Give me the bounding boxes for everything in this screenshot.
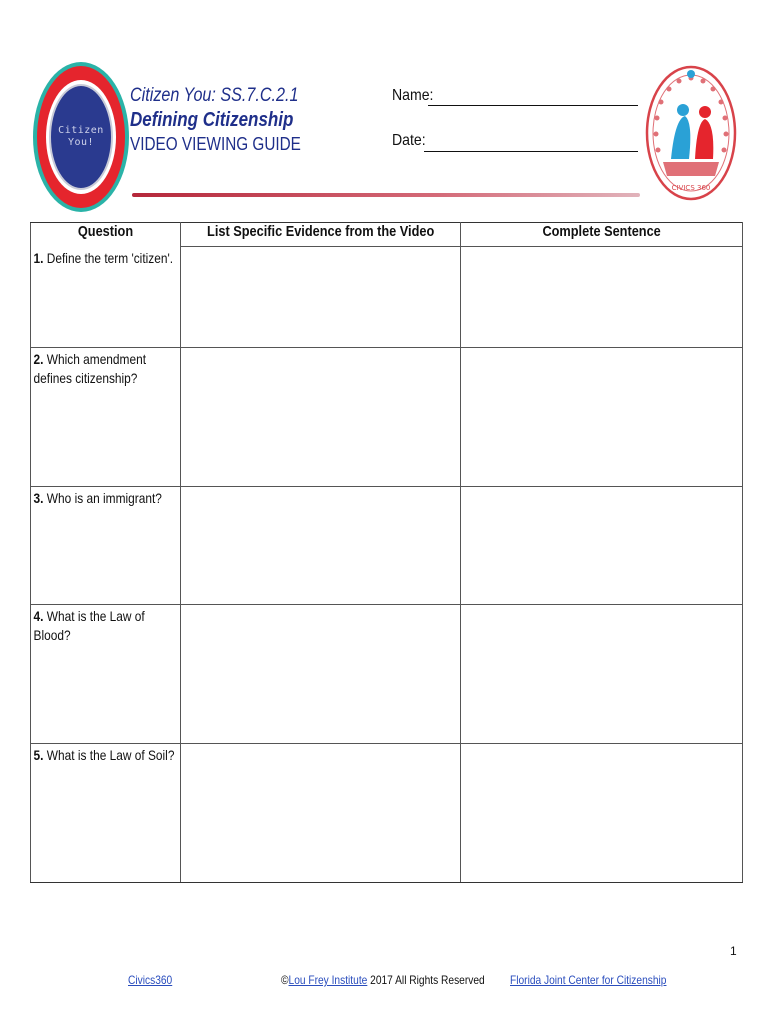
evidence-cell[interactable] xyxy=(181,487,461,605)
florida-joint-center-link[interactable]: Florida Joint Center for Citizenship xyxy=(510,973,667,987)
date-field[interactable] xyxy=(424,151,638,152)
name-label: Name: xyxy=(392,87,434,104)
logo-text-line1: Citizen xyxy=(58,125,104,136)
citizen-you-logo xyxy=(33,62,129,212)
copyright-symbol: © xyxy=(281,973,289,987)
question-cell: 3. Who is an immigrant? xyxy=(31,487,181,605)
copyright-notice xyxy=(281,973,485,987)
question-cell: 2. Which amendment defines citizenship? xyxy=(31,348,181,487)
logo-text-line2: You! xyxy=(67,137,95,148)
civics360-seal-icon xyxy=(645,64,737,202)
table-row xyxy=(31,744,743,883)
course-title: Citizen You: SS.7.C.2.1 xyxy=(130,85,299,106)
question-cell: 4. What is the Law of Blood? xyxy=(31,605,181,744)
header-question: Question xyxy=(31,223,181,247)
sentence-cell[interactable] xyxy=(461,605,743,744)
page-number: 1 xyxy=(730,944,737,958)
evidence-cell[interactable] xyxy=(181,605,461,744)
lou-frey-institute-link[interactable]: Lou Frey Institute xyxy=(288,973,368,987)
table-header-row xyxy=(31,223,743,247)
date-label: Date: xyxy=(392,132,426,149)
evidence-cell[interactable] xyxy=(181,348,461,487)
table-row xyxy=(31,605,743,744)
sentence-cell[interactable] xyxy=(461,247,743,348)
question-cell: 1. Define the term 'citizen'. xyxy=(31,247,181,348)
table-row xyxy=(31,487,743,605)
title-block xyxy=(130,85,331,155)
copyright-text: 2017 All Rights Reserved xyxy=(367,973,485,987)
table-row xyxy=(31,348,743,487)
sentence-cell[interactable] xyxy=(461,487,743,605)
seal-text: CIVICS 360 xyxy=(671,184,711,192)
header-evidence: List Specific Evidence from the Video xyxy=(181,223,461,247)
civics360-link[interactable]: Civics360 xyxy=(128,973,173,987)
header-divider xyxy=(132,193,640,197)
lesson-title: Defining Citizenship xyxy=(130,109,294,131)
guide-title: VIDEO VIEWING GUIDE xyxy=(130,134,301,154)
evidence-cell[interactable] xyxy=(181,744,461,883)
question-cell: 5. What is the Law of Soil? xyxy=(31,744,181,883)
header-sentence: Complete Sentence xyxy=(461,223,743,247)
evidence-cell[interactable] xyxy=(181,247,461,348)
sentence-cell[interactable] xyxy=(461,348,743,487)
table-row xyxy=(31,247,743,348)
sentence-cell[interactable] xyxy=(461,744,743,883)
viewing-guide-table xyxy=(30,222,743,883)
name-field[interactable] xyxy=(428,105,638,106)
